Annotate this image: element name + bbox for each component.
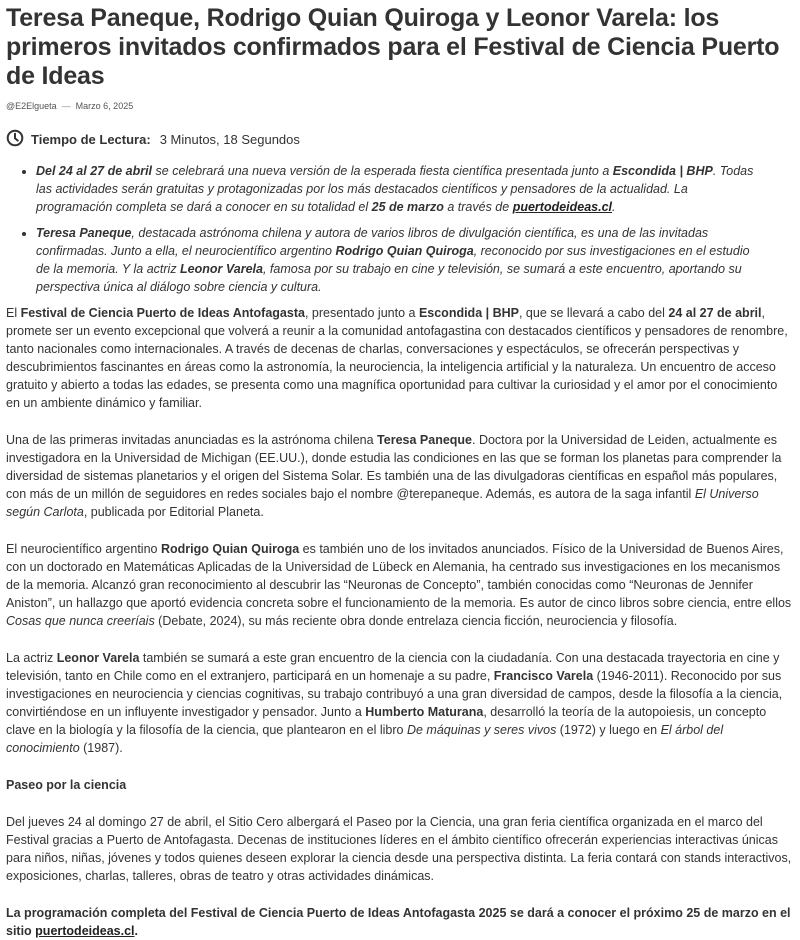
italic-text: De máquinas y seres vivos bbox=[406, 723, 557, 737]
bold-text: 24 al 27 de abril bbox=[668, 306, 762, 320]
bold-text: Teresa Paneque bbox=[36, 226, 132, 240]
text: se celebrará una nueva versión de la esperada fiesta científica presentada junto a bbox=[152, 164, 613, 178]
text: (1946-2011). Reconocido por sus investigaciones en neurociencia y ciencias cognitivas, su trabajo contribuyó a una gran diversidad de campos, desde la filosofía a la ciencia, convirtiéndose en un influyente investigador y pensador. Junto a bbox=[6, 669, 783, 719]
section-heading: Paseo por la ciencia bbox=[6, 778, 127, 792]
text: El bbox=[6, 306, 21, 320]
bold-text: Teresa Paneque bbox=[377, 433, 472, 447]
bold-text: Leonor Varela bbox=[56, 651, 140, 665]
paragraph-paseo: Del jueves 24 al domingo 27 de abril, el Sitio Cero albergará el Paseo por la Ciencia, una gran feria científica organizada en el marco del Festival gracias a Puerto de Antofagasta. Decenas de instituciones líderes en el ámbito científico ofrecerán experiencias interactivas únicas para niños, niñas, jóvenes y todos quienes deseen explorar la ciencia desde una perspectiva distinta. La feria contará con stands interactivos, exposiciones, charlas, talleres, obras de teatro y otras actividades dinámicas. bbox=[6, 815, 792, 883]
reading-time-label: Tiempo de Lectura: bbox=[31, 132, 151, 147]
text: (Debate, 2024), su más reciente obra donde entrelaza ciencia ficción, neurociencia y filosofía. bbox=[154, 614, 678, 628]
clock-icon bbox=[6, 129, 31, 150]
text: , famosa por su trabajo en cine y televisión, se sumará a este encuentro, aportando su perspectiva única al diálogo sobre ciencia y cultura. bbox=[36, 262, 742, 294]
reading-time-value: 3 Minutos, 18 Segundos bbox=[159, 132, 300, 147]
publish-date: Marzo 6, 2025 bbox=[75, 101, 134, 111]
text: Una de las primeras invitadas anunciadas es la astrónoma chilena bbox=[6, 433, 378, 447]
italic-text: El árbol del conocimiento bbox=[6, 723, 724, 755]
summary-item bbox=[36, 224, 794, 296]
summary-item bbox=[36, 162, 794, 216]
text: La actriz bbox=[6, 651, 57, 665]
text: , que se llevará a cabo del bbox=[518, 306, 669, 320]
text: La programación completa del Festival de Ciencia Puerto de Ideas Antofagasta 2025 se dará a conocer el próximo 25 de marzo en el sitio bbox=[6, 906, 791, 938]
bold-text: Leonor Varela bbox=[180, 262, 263, 276]
bold-text: Escondida | BHP bbox=[418, 306, 519, 320]
text: El neurocientífico argentino bbox=[6, 542, 161, 556]
puertodeideas-link[interactable]: puertodeideas.cl bbox=[35, 924, 135, 938]
paragraph-quian-quiroga bbox=[6, 540, 794, 630]
author-link[interactable]: @E2Elgueta bbox=[6, 101, 57, 111]
text: . Doctora por la Universidad de Leiden, actualmente es investigadora en la Universidad de Michigan (EE.UU.), donde estudia las condiciones en las que se forman los planetas para comprender la diversidad de sistemas planetarios y el origen del Sistema Solar. Es también una de las divulgadoras científicas en español más populares, con más de un millón de seguidores en redes sociales bajo el nombre @terepaneque. Además, es autora de la saga infantil bbox=[6, 433, 782, 501]
paragraph-varela bbox=[6, 649, 794, 757]
bold-text: 25 de marzo bbox=[371, 200, 444, 214]
text: es también uno de los invitados anunciados. Físico de la Universidad de Buenos Aires, con un doctorado en Matemáticas Aplicadas de la Universidad de Lübeck en Alemania, ha centrado sus investigaciones en los mecanismos de la memoria. Alcanzó gran reconocimiento al descubrir las “Neuronas de Concepto”, también conocidas como “Neuronas de Jennifer Aniston”, un hallazgo que aportó evidencia concreta sobre el funcionamiento de la memoria. Es autor de cinco libros sobre ciencia, entre ellos bbox=[6, 542, 792, 610]
text: , publicada por Editorial Planeta. bbox=[83, 505, 264, 519]
text: (1972) y luego en bbox=[556, 723, 661, 737]
italic-text: Cosas que nunca creeríais bbox=[6, 614, 155, 628]
bold-text: Humberto Maturana bbox=[365, 705, 484, 719]
text: , desarrolló la teoría de la autopoiesis, un concepto clave en la biología y la filosofía de la ciencia, que plantearon en el libro bbox=[6, 705, 767, 737]
article-title: Teresa Paneque, Rodrigo Quian Quiroga y Leonor Varela: los primeros invitados confirmados para el Festival de Ciencia Puerto de Ideas bbox=[6, 4, 780, 90]
bold-text: Rodrigo Quian Quiroga bbox=[160, 542, 300, 556]
text: . bbox=[134, 924, 138, 938]
article-meta bbox=[6, 101, 794, 111]
puertodeideas-link[interactable]: puertodeideas.cl bbox=[512, 200, 613, 214]
text: , presentado junto a bbox=[304, 306, 419, 320]
italic-text: El Universo según Carlota bbox=[6, 487, 759, 519]
bold-text: Festival de Ciencia Puerto de Ideas Antofagasta bbox=[20, 306, 305, 320]
bold-text: Francisco Varela bbox=[493, 669, 594, 683]
text: , promete ser un evento excepcional que volverá a reunir a la comunidad antofagastina con destacados científicos y pensadores de renombre, tanto nacionales como internacionales. A través de decenas de charlas, conversaciones y espectáculos, se ofrecerán perspectivas y descubrimientos fascinantes en áreas como la astronomía, la neurociencia, la inteligencia artificial y la naturaleza. Un encuentro de acceso gratuito y abierto a todas las edades, se presenta como una magnífica oportunidad para cultivar la curiosidad y el amor por el conocimiento en un ambiente dinámico y familiar. bbox=[6, 306, 788, 410]
bold-text: Escondida | BHP bbox=[612, 164, 713, 178]
text: . bbox=[612, 200, 616, 214]
text: también se sumará a este gran encuentro de la ciencia con la ciudadanía. Con una destacada trayectoria en cine y televisión, tanto en Chile como en el extranjero, participará en un homenaje a su padre, bbox=[6, 651, 780, 683]
summary-list bbox=[6, 162, 794, 296]
text: , reconocido por sus investigaciones en el estudio de la memoria. Y la actriz bbox=[36, 244, 750, 276]
text: , destacada astrónoma chilena y autora de varios libros de divulgación científica, es una de las invitadas confirmadas. Junto a ella, el neurocientífico argentino bbox=[36, 226, 709, 258]
reading-time bbox=[6, 129, 794, 150]
text: a través de bbox=[443, 200, 513, 214]
meta-separator: — bbox=[61, 101, 71, 111]
text: . Todas las actividades serán gratuitas y protagonizadas por los más destacados científicos y pensadores de la actualidad. La programación completa se dará a conocer en su totalidad el bbox=[36, 164, 754, 214]
text: (1987). bbox=[79, 741, 123, 755]
bold-text: Del 24 al 27 de abril bbox=[36, 164, 153, 178]
bold-text: Rodrigo Quian Quiroga bbox=[335, 244, 474, 258]
paragraph-paneque bbox=[6, 431, 794, 521]
paragraph-festival bbox=[6, 304, 794, 412]
paragraph-programacion bbox=[6, 904, 794, 940]
